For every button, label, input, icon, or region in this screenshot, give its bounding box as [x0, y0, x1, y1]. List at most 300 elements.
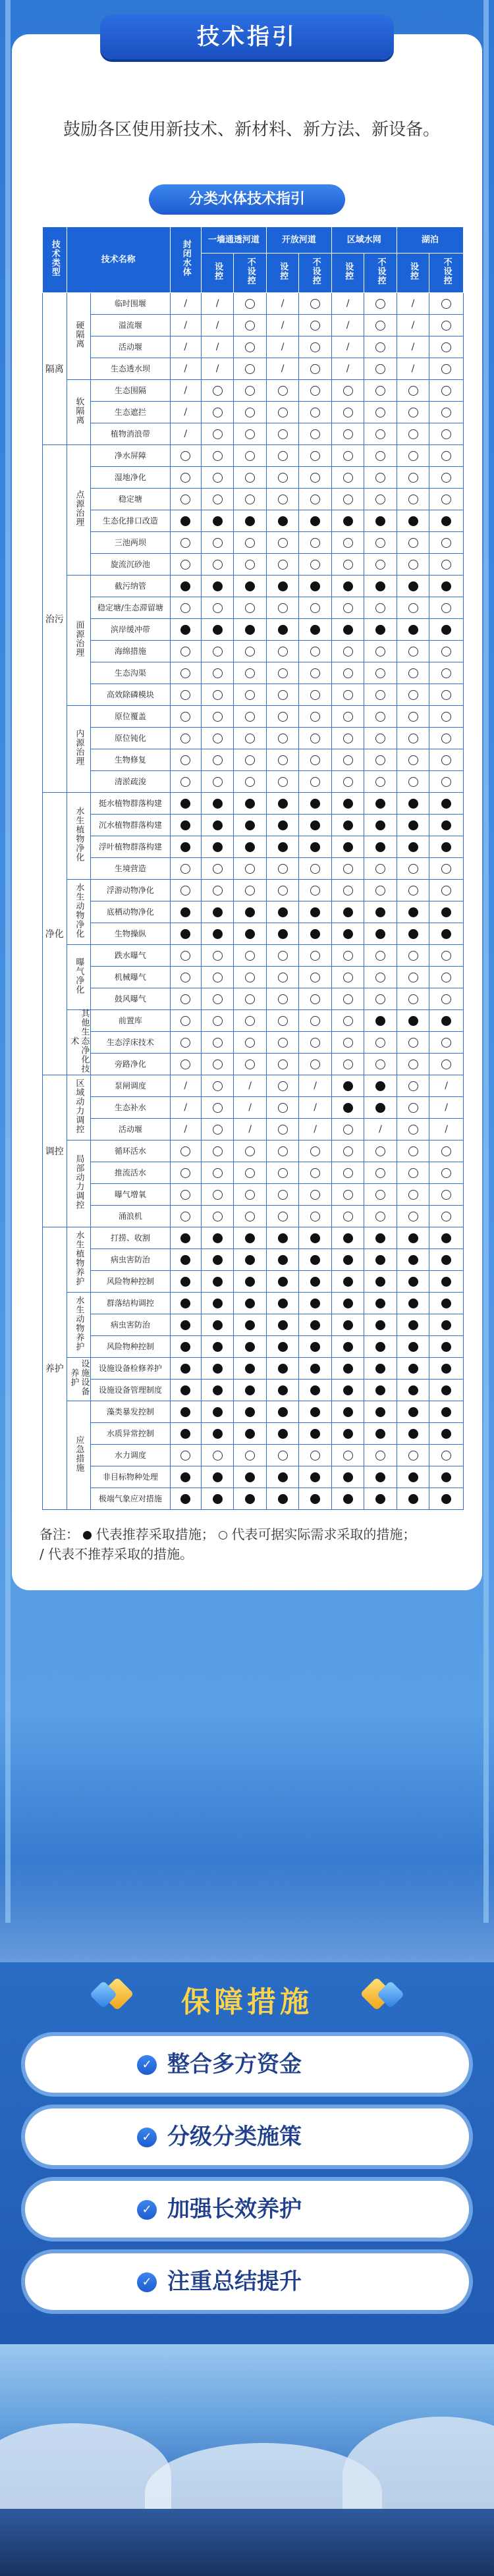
subcategory-label: 设施设备养护 [69, 1359, 90, 1396]
marker-cell [299, 1401, 331, 1423]
recommended-dot-icon [310, 1385, 320, 1395]
marker-cell [266, 554, 298, 576]
marker-cell [170, 1445, 201, 1466]
recommended-dot-icon [278, 1494, 288, 1504]
marker-cell [397, 1271, 429, 1293]
marker-cell [266, 467, 298, 489]
marker-cell [170, 684, 201, 706]
table-row [43, 467, 464, 489]
marker-cell [170, 1119, 201, 1140]
marker-cell [397, 1314, 429, 1336]
marker-cell [299, 532, 331, 554]
optional-circle-icon [408, 1190, 418, 1200]
marker-cell [429, 967, 464, 988]
marker-cell [331, 380, 364, 402]
technology-name: 生态浮床技术 [91, 1032, 170, 1054]
technology-name: 曝气增氧 [91, 1184, 170, 1206]
technology-name: 高效除磷模块 [91, 684, 170, 706]
optional-circle-icon [441, 364, 451, 374]
marker-cell [201, 1206, 233, 1227]
optional-circle-icon [310, 342, 320, 352]
marker-cell [364, 901, 397, 923]
recommended-dot-icon [245, 516, 255, 526]
optional-circle-icon [278, 1190, 288, 1200]
recommended-dot-icon [343, 799, 353, 809]
marker-cell [299, 554, 331, 576]
marker-cell [397, 988, 429, 1010]
optional-circle-icon [408, 777, 418, 787]
marker-cell [364, 1445, 397, 1466]
marker-cell [234, 1140, 266, 1162]
recommended-dot-icon [213, 516, 223, 526]
marker-cell [201, 880, 233, 901]
marker-cell [170, 1466, 201, 1488]
marker-cell [234, 1271, 266, 1293]
optional-circle-icon [213, 560, 223, 570]
marker-cell [234, 510, 266, 532]
marker-cell [429, 1249, 464, 1271]
marker-cell [234, 815, 266, 836]
optional-circle-icon [213, 864, 223, 874]
recommended-dot-icon [441, 1320, 451, 1330]
technology-name: 生态补水 [91, 1097, 170, 1119]
recommended-dot-icon [245, 1407, 255, 1417]
marker-cell [266, 380, 298, 402]
optional-circle-icon [278, 1081, 288, 1091]
marker-cell [170, 728, 201, 749]
optional-circle-icon [408, 1451, 418, 1461]
recommended-dot-icon [213, 1277, 223, 1287]
marker-cell [331, 467, 364, 489]
marker-cell [429, 771, 464, 793]
recommended-dot-icon [213, 820, 223, 830]
legend-full: 代表推荐采取措施； [96, 1526, 215, 1542]
marker-cell [429, 815, 464, 836]
marker-cell [364, 510, 397, 532]
recommended-dot-icon [375, 1277, 385, 1287]
optional-circle-icon [180, 538, 190, 548]
marker-cell [234, 1488, 266, 1510]
optional-circle-icon [180, 864, 190, 874]
not-recommended-slash-icon: / [184, 363, 188, 374]
subcategory-cell [67, 945, 91, 1010]
marker-cell [364, 1184, 397, 1206]
subcategory-cell [67, 1227, 91, 1293]
recommended-dot-icon [180, 1494, 190, 1504]
marker-cell [170, 554, 201, 576]
marker-cell [364, 771, 397, 793]
marker-cell [364, 358, 397, 380]
not-recommended-slash-icon: / [184, 1102, 188, 1113]
recommended-dot-icon [180, 842, 190, 852]
recommended-dot-icon [310, 907, 320, 917]
marker-cell [170, 1097, 201, 1119]
legend-prefix: 备注： [40, 1526, 79, 1542]
marker-cell [201, 402, 233, 423]
recommended-dot-icon [213, 1429, 223, 1439]
subcategory-cell [67, 1358, 91, 1401]
recommended-dot-icon [245, 581, 255, 591]
marker-cell [331, 576, 364, 597]
recommended-dot-icon [278, 1342, 288, 1352]
optional-circle-icon [180, 668, 190, 678]
recommended-dot-icon [343, 1407, 353, 1417]
optional-circle-icon [310, 647, 320, 657]
marker-cell [266, 489, 298, 510]
optional-circle-icon [441, 408, 451, 417]
technology-name: 原位钝化 [91, 728, 170, 749]
marker-cell [331, 1445, 364, 1466]
table-row [43, 858, 464, 880]
optional-circle-icon [213, 1060, 223, 1069]
subcategory-cell [67, 880, 91, 945]
marker-cell [299, 445, 331, 467]
not-recommended-slash-icon: / [215, 320, 219, 331]
col-set-header: 设控 [266, 254, 298, 293]
marker-cell [397, 1054, 429, 1075]
marker-cell [299, 1445, 331, 1466]
recommended-dot-icon [441, 1385, 451, 1395]
marker-cell [397, 402, 429, 423]
optional-circle-icon [375, 473, 385, 483]
col-closed-header: 封闭水体 [170, 227, 201, 293]
optional-circle-icon [278, 408, 288, 417]
optional-circle-icon [375, 1212, 385, 1221]
marker-cell [331, 706, 364, 728]
marker-cell [429, 728, 464, 749]
marker-cell [397, 1423, 429, 1445]
marker-cell [201, 336, 233, 358]
marker-cell [170, 901, 201, 923]
technology-name: 稳定塘/生态滞留塘 [91, 597, 170, 619]
optional-circle-icon [408, 994, 418, 1004]
recommended-dot-icon [343, 1255, 353, 1265]
optional-circle-icon [180, 1146, 190, 1156]
marker-cell [170, 945, 201, 967]
optional-circle-icon [213, 1038, 223, 1048]
recommended-dot-icon [278, 929, 288, 939]
optional-circle-icon [278, 451, 288, 461]
marker-cell [266, 1249, 298, 1271]
optional-circle-icon [375, 1038, 385, 1048]
subcategory-cell [67, 1075, 91, 1140]
technology-name: 病虫害防治 [91, 1314, 170, 1336]
recommended-dot-icon [245, 1364, 255, 1374]
marker-cell [364, 402, 397, 423]
legend-open: 代表可据实际需求采取的措施； [231, 1526, 416, 1542]
optional-circle-icon [245, 1146, 255, 1156]
recommended-dot-icon [441, 1255, 451, 1265]
recommended-dot-icon [375, 1429, 385, 1439]
recommended-dot-icon [441, 1494, 451, 1504]
marker-cell [364, 423, 397, 445]
marker-cell [234, 858, 266, 880]
marker-cell [429, 945, 464, 967]
subcategory-cell [67, 1293, 91, 1358]
optional-circle-icon [213, 886, 223, 896]
marker-cell [429, 880, 464, 901]
not-recommended-slash-icon: / [184, 1081, 188, 1091]
marker-cell [429, 641, 464, 662]
marker-cell [170, 1488, 201, 1510]
marker-cell [331, 641, 364, 662]
marker-cell [201, 1466, 233, 1488]
marker-cell [364, 336, 397, 358]
marker-cell [397, 945, 429, 967]
technology-name: 水力调度 [91, 1445, 170, 1466]
marker-cell [234, 1119, 266, 1140]
recommended-dot-icon [278, 1472, 288, 1482]
technology-name: 机械曝气 [91, 967, 170, 988]
marker-cell [266, 945, 298, 967]
technology-name: 打捞、收割 [91, 1227, 170, 1249]
optional-circle-icon [245, 1016, 255, 1026]
recommended-dot-icon [180, 799, 190, 809]
marker-cell [266, 1162, 298, 1184]
optional-circle-icon [278, 1125, 288, 1135]
optional-circle-icon [213, 712, 223, 722]
technology-name: 活动堰 [91, 336, 170, 358]
marker-cell [299, 1293, 331, 1314]
optional-circle-icon [441, 429, 451, 439]
table-row [43, 815, 464, 836]
marker-cell [299, 1249, 331, 1271]
optional-circle-icon [310, 538, 320, 548]
recommended-dot-icon [245, 1277, 255, 1287]
recommended-dot-icon [180, 1429, 190, 1439]
optional-circle-icon [310, 1146, 320, 1156]
optional-circle-icon [310, 973, 320, 982]
marker-cell [201, 1075, 233, 1097]
marker-cell [331, 923, 364, 945]
not-recommended-slash-icon: / [346, 342, 350, 352]
optional-circle-icon [278, 603, 288, 613]
technology-name: 设施设备检修养护 [91, 1358, 170, 1380]
marker-cell [331, 445, 364, 467]
marker-cell [234, 467, 266, 489]
marker-cell [201, 728, 233, 749]
marker-cell [201, 1380, 233, 1401]
recommended-dot-icon [310, 1407, 320, 1417]
marker-cell [266, 771, 298, 793]
recommended-dot-icon [343, 1429, 353, 1439]
marker-cell [170, 445, 201, 467]
marker-cell [266, 858, 298, 880]
recommended-dot-icon [343, 1364, 353, 1374]
marker-cell [429, 1380, 464, 1401]
optional-circle-icon [245, 299, 255, 309]
marker-cell [299, 815, 331, 836]
marker-cell [429, 836, 464, 858]
optional-circle-icon [245, 668, 255, 678]
optional-circle-icon [375, 755, 385, 765]
marker-cell [266, 619, 298, 641]
marker-cell [234, 380, 266, 402]
optional-circle-icon [408, 1212, 418, 1221]
marker-cell [234, 445, 266, 467]
marker-cell [234, 1010, 266, 1032]
marker-cell [364, 597, 397, 619]
recommended-dot-icon [278, 842, 288, 852]
optional-circle-icon [245, 473, 255, 483]
optional-circle-icon [278, 712, 288, 722]
marker-cell [266, 597, 298, 619]
optional-circle-icon [343, 451, 353, 461]
open-circle-icon [219, 1531, 227, 1540]
guarantee-item [25, 2253, 469, 2310]
recommended-dot-icon [245, 1429, 255, 1439]
optional-circle-icon [343, 1451, 353, 1461]
marker-cell [234, 967, 266, 988]
optional-circle-icon [441, 603, 451, 613]
marker-cell [170, 1249, 201, 1271]
technology-table [42, 227, 464, 1510]
subcategory-cell [67, 706, 91, 793]
marker-cell [299, 1162, 331, 1184]
optional-circle-icon [375, 951, 385, 961]
recommended-dot-icon [278, 1277, 288, 1287]
marker-cell [331, 1010, 364, 1032]
recommended-dot-icon [441, 581, 451, 591]
marker-cell [429, 315, 464, 336]
optional-circle-icon [180, 951, 190, 961]
optional-circle-icon [441, 1168, 451, 1178]
optional-circle-icon [278, 1103, 288, 1113]
marker-cell [331, 1401, 364, 1423]
technology-name: 浮叶植物群落构建 [91, 836, 170, 858]
marker-cell [429, 1184, 464, 1206]
marker-cell [429, 1162, 464, 1184]
marker-cell [266, 532, 298, 554]
marker-cell [331, 901, 364, 923]
marker-cell [331, 1271, 364, 1293]
marker-cell [266, 358, 298, 380]
recommended-dot-icon [310, 842, 320, 852]
not-recommended-slash-icon: / [379, 1124, 382, 1135]
recommended-dot-icon [245, 1299, 255, 1308]
marker-cell [201, 771, 233, 793]
marker-cell [201, 358, 233, 380]
marker-cell [397, 967, 429, 988]
marker-cell [331, 1423, 364, 1445]
marker-cell [397, 1184, 429, 1206]
subcategory-label: 面源治理 [74, 620, 84, 657]
recommended-dot-icon [343, 1081, 353, 1091]
marker-cell [266, 1075, 298, 1097]
optional-circle-icon [375, 1168, 385, 1178]
optional-circle-icon [310, 603, 320, 613]
marker-cell [234, 836, 266, 858]
recommended-dot-icon [343, 1320, 353, 1330]
legend-slash: / 代表不推荐采取的措施。 [40, 1546, 194, 1562]
optional-circle-icon [310, 386, 320, 396]
marker-cell [331, 749, 364, 771]
recommended-dot-icon [343, 581, 353, 591]
recommended-dot-icon [180, 1299, 190, 1308]
marker-cell [234, 1206, 266, 1227]
recommended-dot-icon [408, 799, 418, 809]
marker-cell [331, 1075, 364, 1097]
recommended-dot-icon [245, 820, 255, 830]
optional-circle-icon [245, 603, 255, 613]
optional-circle-icon [310, 321, 320, 331]
optional-circle-icon [441, 886, 451, 896]
marker-cell [299, 402, 331, 423]
not-recommended-slash-icon: / [314, 1102, 317, 1113]
optional-circle-icon [245, 408, 255, 417]
col-unset-header: 不设控 [364, 254, 397, 293]
recommended-dot-icon [278, 625, 288, 635]
table-row [43, 1162, 464, 1184]
optional-circle-icon [441, 668, 451, 678]
optional-circle-icon [213, 973, 223, 982]
marker-cell [201, 380, 233, 402]
optional-circle-icon [375, 734, 385, 743]
optional-circle-icon [408, 886, 418, 896]
marker-cell [429, 749, 464, 771]
marker-cell [170, 793, 201, 815]
optional-circle-icon [278, 560, 288, 570]
marker-cell [429, 489, 464, 510]
not-recommended-slash-icon: / [346, 298, 350, 309]
optional-circle-icon [310, 429, 320, 439]
marker-cell [201, 1423, 233, 1445]
marker-cell [364, 1423, 397, 1445]
marker-cell [266, 1293, 298, 1314]
marker-cell [299, 597, 331, 619]
marker-cell [364, 1293, 397, 1314]
technology-name: 生态遮拦 [91, 402, 170, 423]
recommended-dot-icon [375, 799, 385, 809]
recommended-dot-icon [310, 581, 320, 591]
optional-circle-icon [213, 734, 223, 743]
subcategory-label: 内源治理 [74, 729, 84, 766]
optional-circle-icon [375, 1190, 385, 1200]
optional-circle-icon [441, 1212, 451, 1221]
marker-cell [170, 510, 201, 532]
recommended-dot-icon [375, 1385, 385, 1395]
recommended-dot-icon [343, 1385, 353, 1395]
marker-cell [201, 1488, 233, 1510]
recommended-dot-icon [180, 1277, 190, 1287]
marker-cell [331, 1227, 364, 1249]
marker-cell [170, 619, 201, 641]
category-cell: 养护 [43, 1227, 67, 1510]
marker-cell [331, 1293, 364, 1314]
marker-cell [429, 1293, 464, 1314]
marker-cell [201, 1097, 233, 1119]
marker-cell [331, 1466, 364, 1488]
left-decoration [5, 0, 11, 1923]
technology-name: 三池两坝 [91, 532, 170, 554]
optional-circle-icon [180, 560, 190, 570]
recommended-dot-icon [408, 1385, 418, 1395]
subcategory-label: 其他生态净化技术 [69, 1008, 90, 1073]
optional-circle-icon [213, 994, 223, 1004]
technology-name: 沉水植物群落构建 [91, 815, 170, 836]
category-cell: 隔离 [43, 293, 67, 445]
marker-cell [266, 336, 298, 358]
table-row [43, 1358, 464, 1380]
optional-circle-icon [343, 994, 353, 1004]
marker-cell [299, 489, 331, 510]
not-recommended-slash-icon: / [445, 1124, 448, 1135]
optional-circle-icon [343, 1038, 353, 1048]
optional-circle-icon [375, 712, 385, 722]
optional-circle-icon [245, 429, 255, 439]
recommended-dot-icon [245, 1342, 255, 1352]
table-row [43, 923, 464, 945]
